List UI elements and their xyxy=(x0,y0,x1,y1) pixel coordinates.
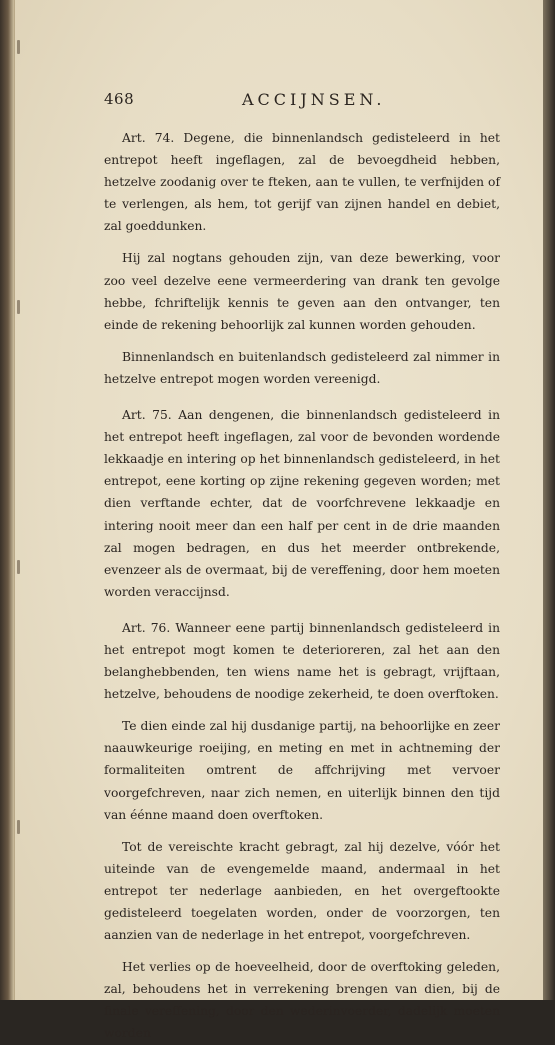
binding-stitch xyxy=(17,820,20,834)
page-header xyxy=(104,90,500,114)
page-number: 468 xyxy=(104,90,135,108)
paragraph-no-mixing: Binnenlandsch en buitenlandsch gedisteleerd zal nimmer in hetzelve entrepot mogen worden vereenigd. xyxy=(104,349,500,386)
binding-stitch xyxy=(17,40,20,54)
paragraph-procedure: Te dien einde zal hij dusdanige partij, na behoorlijke en zeer naauwkeurige roeijing, en meting en met in achtneming der formaliteiten omtrent de affchrijving met vervoer voorgefchreven, naar zich nemen, en uiterlijk binnen den tijd van éénne maand doen overftoken. xyxy=(104,719,500,822)
binding-stitch xyxy=(17,300,20,314)
paragraph-art-74: Art. 74. Degene, die binnenlandsch gedisteleerd in het entrepot heeft ingeflagen, zal de bevoegdheid hebben, hetzelve zoodanig over te fteken, aan te vullen, te verfnijden of te verlengen, als hem, tot gerijf van zijnen handel en debiet, zal goeddunken. xyxy=(104,131,500,234)
paragraph-return: Tot de vereischte kracht gebragt, zal hij dezelve, vóór het uiteinde van de evengemelde maand, andermaal in het entrepot ter nederlage aanbieden, en het overgeftookte gedisteleerd toegelaten worden, onder de voorzorgen, ten aanzien van de nederlage in het entrepot, voorgefchreven. xyxy=(104,839,500,943)
paragraph-art-76: Art. 76. Wanneer eene partij binnenlandsch gedisteleerd in het entrepot mogt komen te deterioreren, zal het aan den belanghebbenden, ten wiens name het is gebragt, vrijftaan, hetzelve, behoudens de noodige zekerheid, te doen overftoken. xyxy=(104,620,500,702)
paragraph-loss: Het verlies op de hoeveelheid, door de overftoking geleden, zal, behoudens het in verrekening brengen van dien, bij de finale vereffening, door den wederinvoerder, dadelijk moeten worden xyxy=(104,960,500,1041)
paragraph-art-75: Art. 75. Aan dengenen, die binnenlandsch gedisteleerd in het entrepot heeft ingeflagen, zal voor de bevonden wordende lekkaadje en intering op het binnenlandsch gedisteleerd, in het entrepot, eene korting op zijne rekening gegeven worden; met dien verftande echter, dat de voorfchrevene lekkaadje en intering nooit meer dan een half per cent in de drie maanden zal mogen bedragen, en dus het meerder ontbrekende, evenzeer als de overmaat, bij de vereffening, door hem moeten worden veraccijnsd. xyxy=(104,408,500,599)
body-text xyxy=(104,127,500,1045)
paragraph-notification: Hij zal nogtans gehouden zijn, van deze bewerking, voor zoo veel dezelve eene vermeerdering van drank ten gevolge hebbe, fchriftelijk kennis te geven aan den ontvanger, ten einde de rekening behoorlijk zal kunnen worden gehouden. xyxy=(104,251,500,332)
binding-stitch xyxy=(17,560,20,574)
running-head: ACCIJNSEN. xyxy=(242,90,386,109)
